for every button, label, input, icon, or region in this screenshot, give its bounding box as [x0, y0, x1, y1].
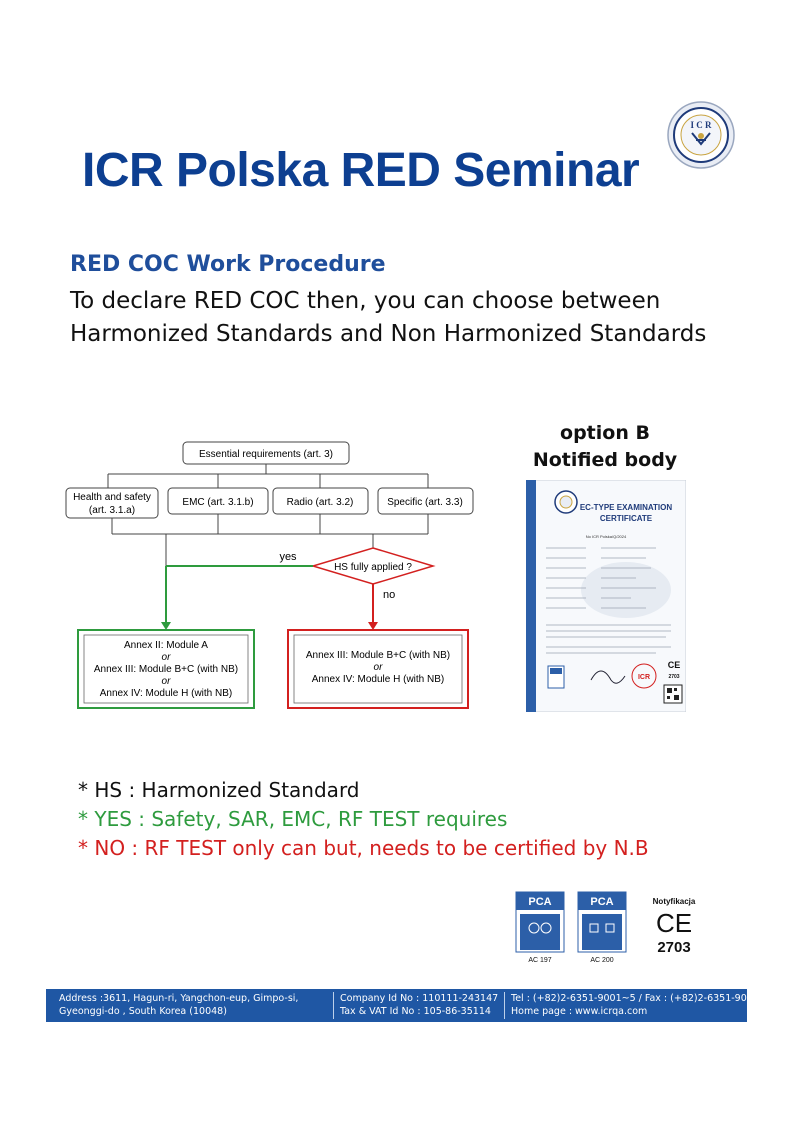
- option-b-label: [510, 420, 700, 474]
- footer-tel: Tel : (+82)2-6351-9001~5 / Fax : (+82)2-6351-9007: [511, 993, 759, 1004]
- footer-address-line-1: Address :3611, Hagun-ri, Yangchon-eup, Gimpo-si,: [59, 993, 299, 1004]
- note-hs: * HS : Harmonized Standard: [78, 778, 360, 802]
- pca2-label: PCA: [590, 896, 614, 908]
- flow-left-line-2: Annex III: Module B+C (with NB): [93, 664, 239, 675]
- icr-logo: [666, 100, 736, 170]
- svg-text:CE: CE: [667, 660, 681, 670]
- note-no: * NO : RF TEST only can but, needs to be certified by N.B: [78, 836, 649, 860]
- flow-right-or: or: [373, 662, 383, 673]
- flow-cat-radio: Radio (art. 3.2): [286, 497, 354, 508]
- flow-yes-label: yes: [279, 551, 297, 563]
- footer-address-line-2: Gyeonggi-do , South Korea (10048): [59, 1006, 227, 1017]
- logo-text: I C R: [690, 120, 712, 130]
- flow-cat-specific: Specific (art. 3.3): [387, 497, 463, 508]
- svg-text:ICR: ICR: [637, 674, 651, 681]
- flow-no-label: no: [383, 589, 396, 601]
- cert-nb-mark: 2703: [668, 674, 680, 680]
- flow-cat-health-art: (art. 3.1.a): [88, 505, 136, 516]
- flow-left-or-1: or: [161, 652, 171, 663]
- pca-badge-2: [578, 892, 626, 964]
- footer-bar: [46, 989, 759, 1022]
- cert-heading-1: EC-TYPE EXAMINATION: [579, 503, 673, 512]
- ce-mark: [653, 897, 696, 956]
- flowchart: [58, 436, 478, 716]
- certificate-image: [526, 480, 686, 712]
- option-b-line-1: option B: [560, 422, 650, 444]
- nb-number: 2703: [657, 939, 691, 956]
- footer-address: [53, 992, 321, 1019]
- footer-homepage[interactable]: Home page : www.icrqa.com: [511, 1006, 648, 1017]
- section-subtitle: RED COC Work Procedure: [70, 252, 386, 277]
- flow-right-line-1: Annex III: Module B+C (with NB): [305, 650, 451, 661]
- flow-top-box: Essential requirements (art. 3): [199, 449, 333, 460]
- notification-label: Notyfikacja: [652, 897, 696, 906]
- flow-left-or-2: or: [161, 676, 171, 687]
- cert-number: No ICR Polska/Q/2024: [585, 534, 627, 539]
- cert-heading-2: CERTIFICATE: [599, 514, 653, 523]
- footer-ids: [333, 992, 499, 1019]
- pca-badge-1: [516, 892, 564, 964]
- note-yes: * YES : Safety, SAR, EMC, RF TEST requires: [78, 807, 508, 831]
- flow-decision: HS fully applied ?: [334, 562, 412, 573]
- accreditation-badges: [512, 890, 712, 966]
- page-title: ICR Polska RED Seminar: [82, 144, 640, 197]
- flow-cat-health: Health and safety: [73, 492, 151, 503]
- flow-left-line-1: Annex II: Module A: [124, 640, 208, 651]
- flow-left-line-3: Annex IV: Module H (with NB): [99, 688, 233, 699]
- footer-company-id: Company Id No : 110111-243147: [340, 993, 499, 1004]
- pca1-label: PCA: [528, 896, 552, 908]
- ce-label: CE: [655, 908, 693, 938]
- footer-contact: [504, 992, 759, 1019]
- intro-line-1: To declare RED COC then, you can choose between: [70, 288, 661, 314]
- pca1-code: AC 197: [528, 957, 552, 964]
- flow-cat-emc: EMC (art. 3.1.b): [182, 497, 254, 508]
- flow-right-line-2: Annex IV: Module H (with NB): [311, 674, 445, 685]
- pca2-code: AC 200: [590, 957, 614, 964]
- footer-tax-id: Tax & VAT Id No : 105-86-35114: [340, 1006, 491, 1017]
- intro-line-2: Harmonized Standards and Non Harmonized Standards: [70, 321, 707, 347]
- option-b-line-2: Notified body: [532, 449, 678, 471]
